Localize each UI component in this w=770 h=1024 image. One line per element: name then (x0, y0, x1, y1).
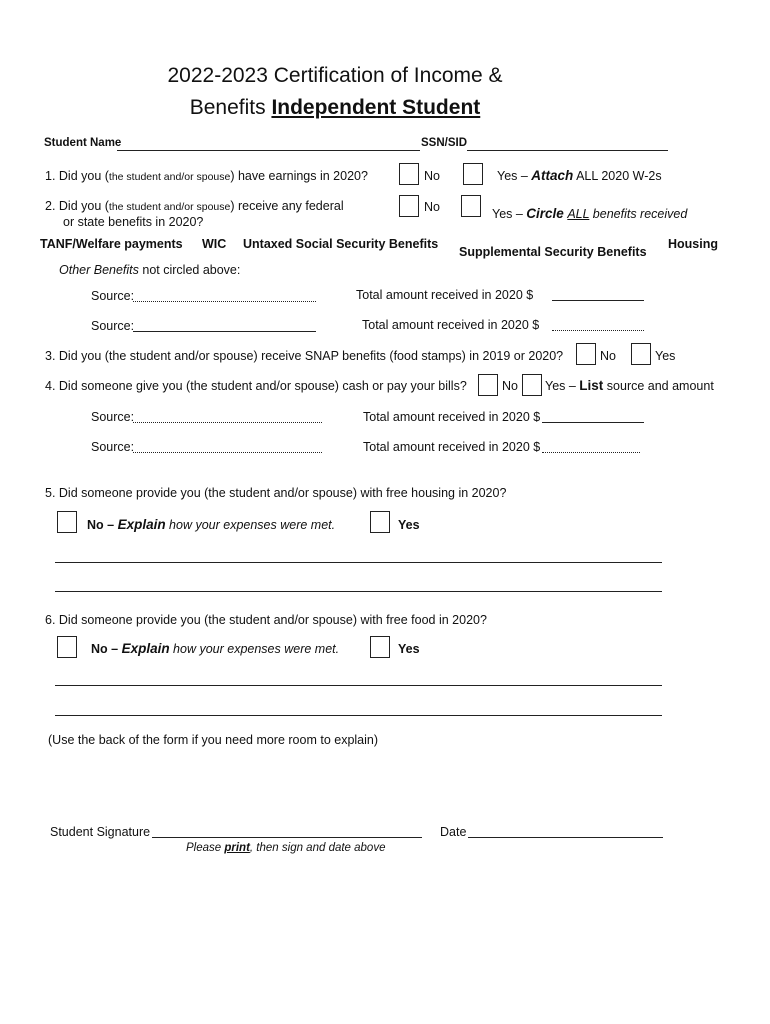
q1-yes-suffix: ALL 2020 W-2s (573, 169, 662, 183)
form-title-line1: 2022-2023 Certification of Income & (167, 64, 503, 87)
q2-prefix: 2. Did you ( (45, 199, 109, 213)
q4-no-checkbox[interactable] (478, 374, 498, 396)
q4-no-label: No (502, 379, 518, 393)
q5-explain-line2[interactable] (55, 591, 662, 592)
q2-source1-field[interactable] (133, 301, 316, 302)
ssn-label: SSN/SID (421, 137, 468, 149)
q2-no-checkbox[interactable] (399, 195, 419, 217)
q2-total2-label: Total amount received in 2020 $ (362, 318, 540, 332)
q4-source2-label: Source: (91, 440, 135, 454)
q4-source1-field[interactable] (133, 422, 322, 423)
q5-no-suffix: how your expenses were met. (165, 518, 336, 532)
q4-source1-label: Source: (91, 410, 135, 424)
q2-suffix: ) receive any federal (230, 199, 344, 213)
q1-no-label: No (424, 169, 440, 183)
student-name-field[interactable] (117, 150, 420, 151)
q6-no-label (91, 641, 339, 656)
q2-no-label: No (424, 200, 440, 214)
q6-no-prefix: No – (91, 642, 122, 656)
q6-yes-label: Yes (398, 642, 420, 656)
instr-prefix: Please (186, 842, 225, 854)
date-field[interactable] (468, 837, 663, 838)
q2-text-line2: or state benefits in 2020? (63, 215, 204, 229)
q1-yes-prefix: Yes – (497, 169, 532, 183)
q4-total1-field[interactable] (542, 422, 644, 423)
q2-total1-label: Total amount received in 2020 $ (356, 288, 534, 302)
benefit-tanf[interactable]: TANF/Welfare payments (40, 237, 183, 251)
q3-no-checkbox[interactable] (576, 343, 596, 365)
title-emphasis: Independent Student (271, 96, 481, 119)
student-name-label: Student Name (44, 137, 122, 149)
q4-yes-bold: List (579, 378, 604, 393)
ssn-field[interactable] (467, 150, 668, 151)
q3-text: 3. Did you (the student and/or spouse) receive SNAP benefits (food stamps) in 2019 or 2020? (45, 349, 564, 363)
q2-total2-field[interactable] (552, 330, 644, 331)
q2-yes-suffix: benefits received (589, 207, 688, 221)
q3-no-label: No (600, 349, 616, 363)
q4-text: 4. Did someone give you (the student and/or spouse) cash or pay your bills? (45, 379, 467, 393)
q6-text: 6. Did someone provide you (the student and/or spouse) with free food in 2020? (45, 613, 487, 627)
q5-no-bold: Explain (117, 517, 166, 532)
q2-text (45, 199, 344, 213)
q4-total2-label: Total amount received in 2020 $ (363, 440, 541, 454)
signature-field[interactable] (152, 837, 422, 838)
q5-explain-line1[interactable] (55, 562, 662, 563)
q3-yes-checkbox[interactable] (631, 343, 651, 365)
benefit-housing[interactable]: Housing (668, 237, 718, 251)
q6-no-suffix: how your expenses were met. (169, 642, 340, 656)
q5-no-prefix: No – (87, 518, 118, 532)
q4-total1-label: Total amount received in 2020 $ (363, 410, 541, 424)
q2-yes-bold: Circle (526, 206, 564, 221)
q2-yes-all: ALL (567, 207, 590, 221)
instr-print: print (224, 842, 250, 854)
q5-text: 5. Did someone provide you (the student and/or spouse) with free housing in 2020? (45, 486, 507, 500)
use-back-note: (Use the back of the form if you need more room to explain) (48, 733, 379, 747)
q6-explain-line1[interactable] (55, 685, 662, 686)
q1-suffix: ) have earnings in 2020? (230, 169, 368, 183)
q1-small: the student and/or spouse (108, 171, 231, 183)
signature-label: Student Signature (50, 825, 151, 839)
q1-yes-label (497, 168, 662, 183)
benefit-untaxed-ssb[interactable]: Untaxed Social Security Benefits (243, 237, 439, 251)
q1-prefix: 1. Did you ( (45, 169, 109, 183)
q5-yes-checkbox[interactable] (370, 511, 390, 533)
other-benefits-suffix: not circled above: (138, 263, 241, 277)
benefit-wic[interactable]: WIC (202, 237, 227, 251)
q5-no-checkbox[interactable] (57, 511, 77, 533)
q2-small: the student and/or spouse (108, 201, 231, 213)
instr-suffix: , then sign and date above (249, 842, 386, 854)
q2-yes-prefix: Yes – (492, 207, 527, 221)
q5-yes-label: Yes (398, 518, 420, 532)
benefit-ssi[interactable]: Supplemental Security Benefits (459, 245, 647, 259)
q1-text (45, 169, 368, 183)
q2-total1-field[interactable] (552, 300, 644, 301)
q6-yes-checkbox[interactable] (370, 636, 390, 658)
q2-source2-label: Source: (91, 319, 135, 333)
form-title-line2 (120, 92, 550, 124)
q2-yes-label (492, 206, 687, 221)
q6-explain-line2[interactable] (55, 715, 662, 716)
q1-yes-checkbox[interactable] (463, 163, 483, 185)
q2-source2-field[interactable] (133, 331, 316, 332)
q2-source1-label: Source: (91, 289, 135, 303)
other-benefits-label (59, 263, 240, 277)
q4-source2-field[interactable] (133, 452, 322, 453)
q4-yes-label (545, 378, 714, 393)
q4-yes-suffix: source and amount (603, 379, 714, 393)
q6-no-checkbox[interactable] (57, 636, 77, 658)
q6-no-bold: Explain (121, 641, 170, 656)
q1-no-checkbox[interactable] (399, 163, 419, 185)
date-label: Date (440, 825, 467, 839)
other-benefits-italic: Other Benefits (59, 263, 139, 277)
title-prefix: Benefits (189, 96, 272, 119)
signature-instructions (186, 842, 385, 854)
q4-yes-checkbox[interactable] (522, 374, 542, 396)
q3-yes-label: Yes (655, 349, 676, 363)
q4-total2-field[interactable] (542, 452, 640, 453)
q4-yes-prefix: Yes – (545, 379, 580, 393)
q5-no-label (87, 517, 335, 532)
q2-yes-checkbox[interactable] (461, 195, 481, 217)
q1-yes-bold: Attach (531, 168, 574, 183)
